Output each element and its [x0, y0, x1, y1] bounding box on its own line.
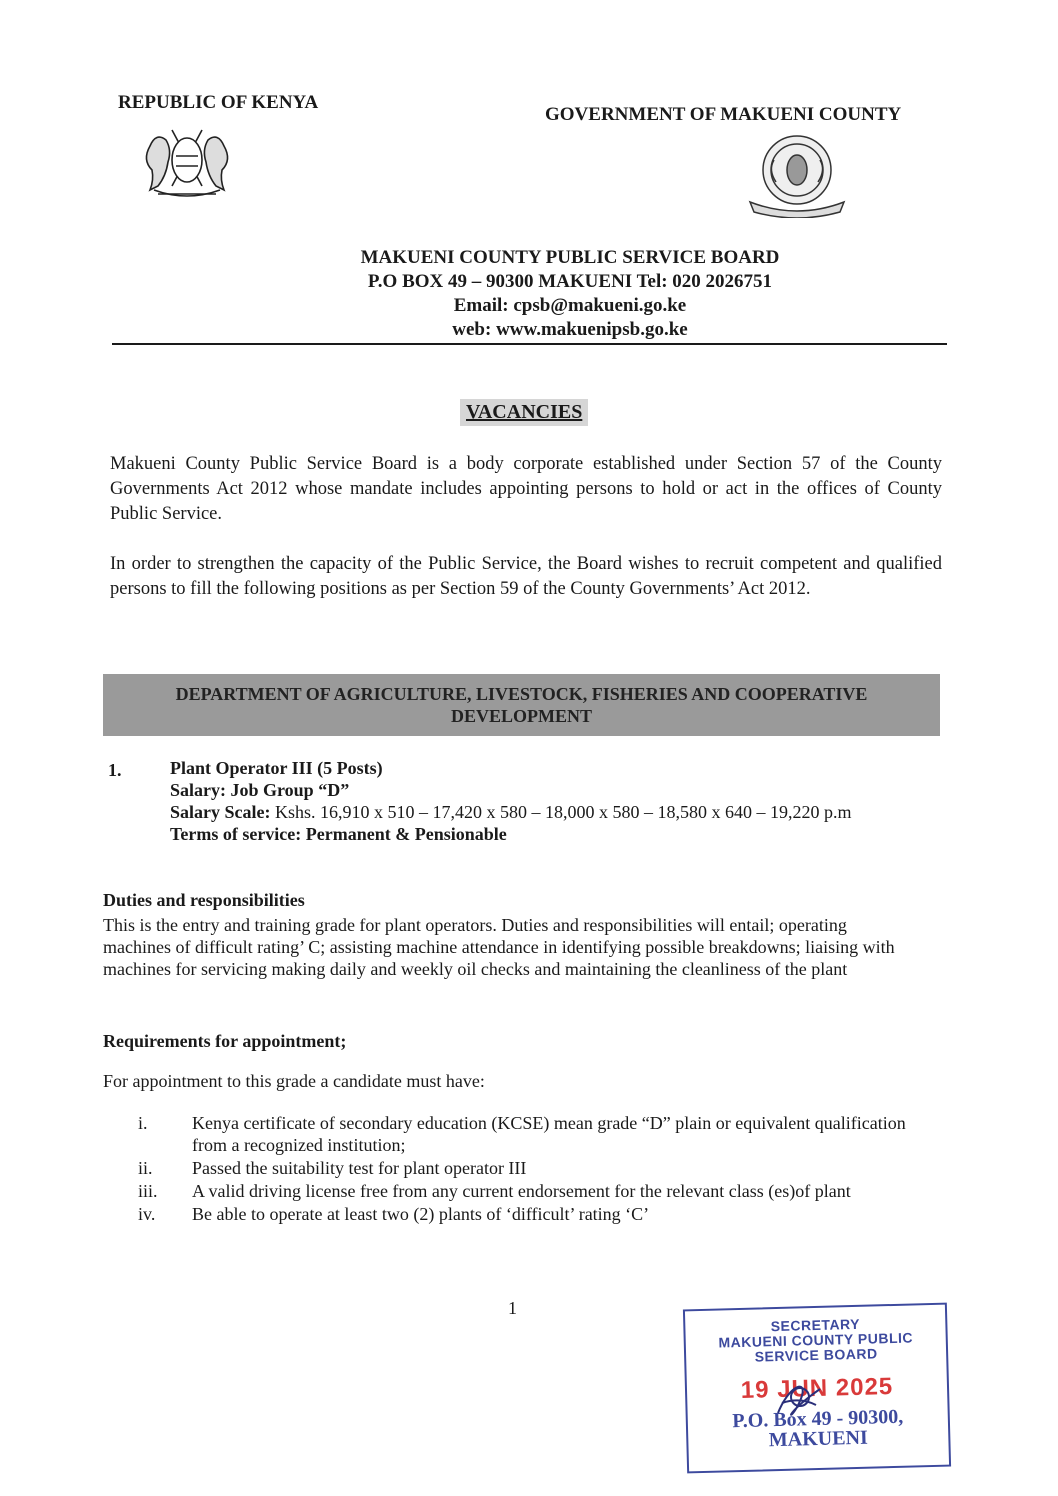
vacancies-heading: VACANCIES	[460, 399, 588, 426]
kenya-coat-of-arms-icon	[132, 116, 242, 200]
department-banner	[103, 674, 940, 736]
list-item	[130, 1112, 930, 1156]
stamp-town: MAKUENI	[768, 1426, 869, 1452]
requirements-lead: For appointment to this grade a candidate must have:	[103, 1071, 485, 1091]
list-item-number: ii.	[138, 1158, 153, 1178]
requirements-heading: Requirements for appointment;	[103, 1031, 347, 1051]
makueni-government-title: GOVERNMENT OF MAKUENI COUNTY	[545, 104, 902, 125]
post-title: Plant Operator III (5 Posts)	[170, 758, 383, 778]
duties-text: This is the entry and training grade for plant operators. Duties and responsibilities will entail; operating machines of difficult rating’ C; assisting machine attendance in identifying possible breakdowns; liaising with machines for servicing making daily and weekly oil checks and maintaining the cleanliness of the plant	[103, 915, 895, 979]
list-item-number: iii.	[138, 1181, 158, 1201]
list-item	[130, 1180, 930, 1202]
list-item-text: A valid driving license free from any current endorsement for the relevant class (es)of plant	[192, 1181, 851, 1201]
stamp-line-1: SECRETARY	[770, 1315, 861, 1335]
intro-paragraph-1: Makueni County Public Service Board is a body corporate established under Section 57 of the County Governments Act 2012 whose mandate includes appointing persons to hold or act in the offices of County Public Service.	[110, 454, 942, 524]
makueni-county-seal-icon	[736, 132, 858, 218]
board-name: MAKUENI COUNTY PUBLIC SERVICE BOARD	[360, 247, 780, 268]
list-item-text: Be able to operate at least two (2) plants of ‘difficult’ rating ‘C’	[192, 1204, 650, 1224]
post-details	[170, 757, 930, 845]
post-number: 1.	[108, 760, 122, 780]
page-number: 1	[508, 1298, 517, 1318]
department-line-2: DEVELOPMENT	[450, 706, 592, 726]
republic-of-kenya-title: REPUBLIC OF KENYA	[118, 92, 319, 113]
stamp-box: P.O. Box 49 - 90300,	[732, 1405, 904, 1433]
stamp-line-3: SERVICE BOARD	[754, 1345, 878, 1365]
salary-scale-value: Kshs. 16,910 x 510 – 17,420 x 580 – 18,000 x 580 – 18,580 x 640 – 19,220 p.m	[275, 802, 852, 822]
stamp-date: 19 JUN 2025	[740, 1373, 894, 1404]
header-divider	[112, 343, 947, 345]
list-item	[130, 1203, 930, 1225]
board-website: web: www.makuenipsb.go.ke	[452, 319, 688, 340]
salary-scale-label: Salary Scale:	[170, 802, 271, 822]
post-terms: Terms of service: Permanent & Pensionable	[170, 824, 507, 844]
board-contact-block	[200, 246, 940, 342]
list-item-number: iv.	[138, 1204, 156, 1224]
board-address: P.O BOX 49 – 90300 MAKUENI Tel: 020 2026751	[367, 271, 773, 292]
requirements-list	[130, 1112, 930, 1226]
intro-paragraph-2: In order to strengthen the capacity of the Public Service, the Board wishes to recruit competent and qualified persons to fill the following positions as per Section 59 of the County Governments’ Act 2012.	[110, 554, 942, 599]
department-line-1: DEPARTMENT OF AGRICULTURE, LIVESTOCK, FISHERIES AND COOPERATIVE	[175, 684, 868, 704]
stamp-line-2: MAKUENI COUNTY PUBLIC	[718, 1329, 914, 1351]
list-item-text: Kenya certificate of secondary education (KCSE) mean grade “D” plain or equivalent qualification from a recognized institution;	[192, 1113, 906, 1155]
list-item-number: i.	[138, 1113, 148, 1133]
list-item-text: Passed the suitability test for plant operator III	[192, 1158, 527, 1178]
list-item	[130, 1157, 930, 1179]
post-job-group: Salary: Job Group “D”	[170, 780, 350, 800]
signature-icon	[770, 1373, 830, 1423]
board-email: Email: cpsb@makueni.go.ke	[453, 295, 687, 316]
duties-heading: Duties and responsibilities	[103, 890, 305, 910]
